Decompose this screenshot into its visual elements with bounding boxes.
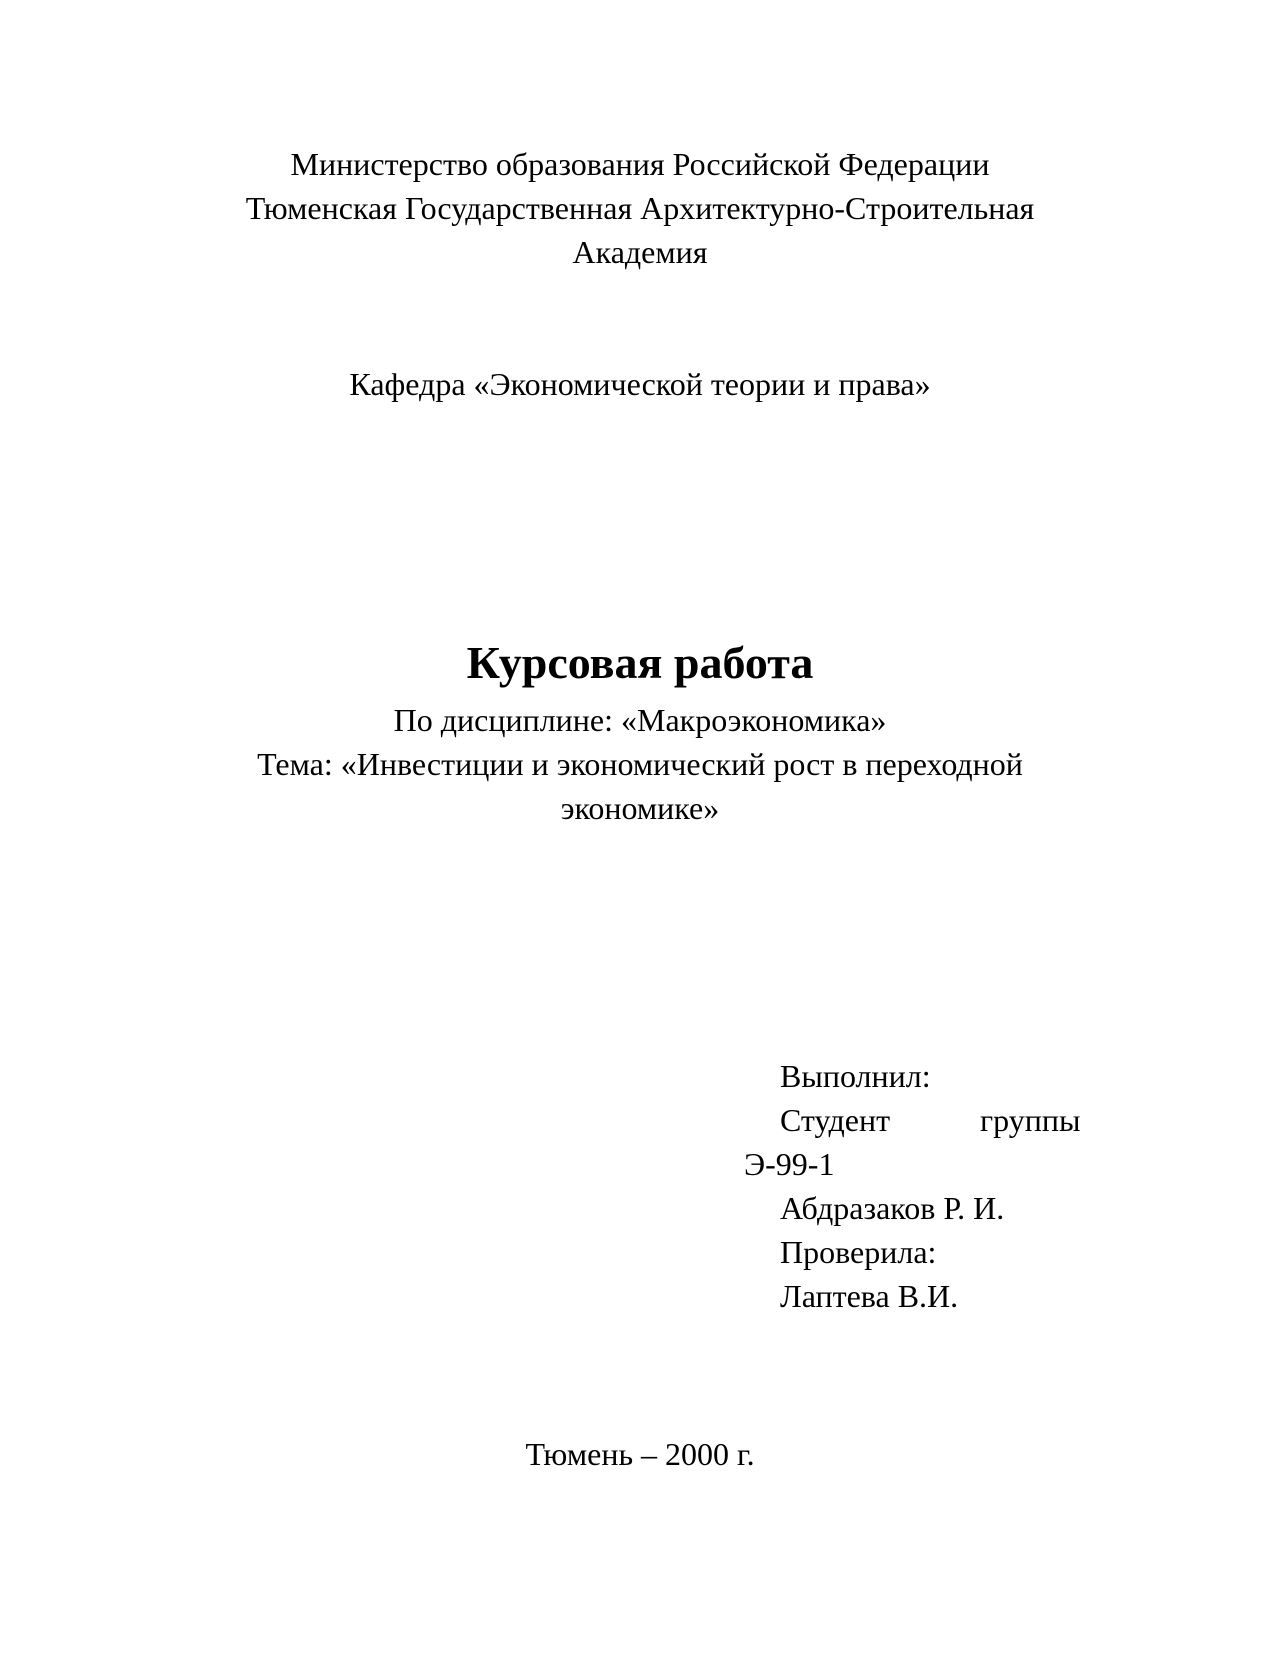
city-year-line: Тюмень – 2000 г. [525, 1436, 755, 1472]
student-name: Абдразаков Р. И. [780, 1190, 1005, 1226]
academy-line-1: Тюменская Государственная Архитектурно-Строительная [245, 190, 1035, 226]
topic-line-2: экономике» [560, 790, 720, 826]
performed-label: Выполнил: [780, 1058, 931, 1094]
checked-label: Проверила: [780, 1234, 937, 1270]
ministry-line: Министерство образования Российской Федерации [290, 146, 990, 182]
academy-line-2: Академия [572, 234, 708, 270]
department-line: Кафедра «Экономической теории и права» [349, 366, 931, 402]
group-word: группы [980, 1102, 1081, 1138]
checker-name: Лаптева В.И. [780, 1278, 959, 1314]
topic-line-1: Тема: «Инвестиции и экономический рост в переходной [257, 746, 1023, 782]
discipline-line: По дисциплине: «Макроэкономика» [393, 702, 887, 738]
student-word: Студент [780, 1102, 891, 1138]
group-code: Э-99-1 [744, 1146, 835, 1182]
work-title: Курсовая работа [466, 637, 814, 688]
